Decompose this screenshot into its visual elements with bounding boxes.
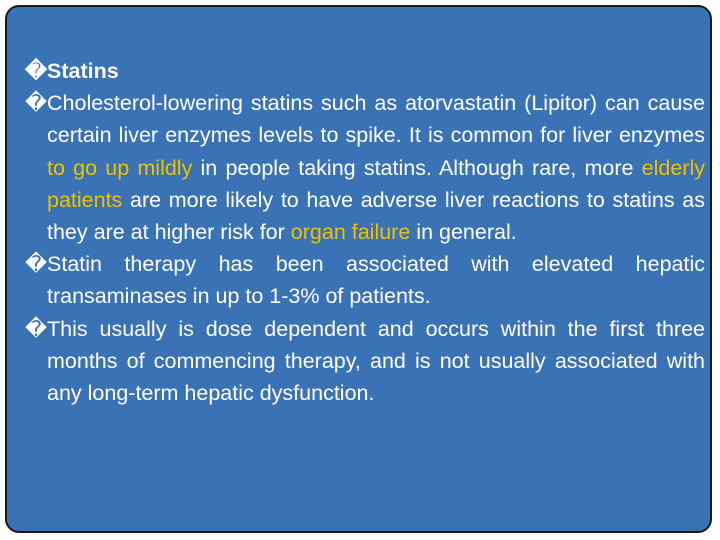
bullet-glyph: � bbox=[25, 252, 48, 277]
heading-row bbox=[25, 55, 705, 87]
bullet-glyph: � bbox=[25, 91, 48, 116]
slide-panel bbox=[5, 5, 712, 533]
paragraph-2 bbox=[25, 248, 705, 312]
paragraph-3 bbox=[25, 313, 705, 410]
highlighted-text: organ failure bbox=[290, 220, 411, 245]
text-segment: Statin therapy has been associated with elevated hepatic transaminases in up to 1-3% of patients. bbox=[47, 252, 705, 309]
bullet-glyph: � bbox=[25, 59, 48, 83]
slide-heading: Statins bbox=[47, 59, 119, 83]
paragraph-text bbox=[47, 248, 705, 312]
paragraph-text bbox=[47, 313, 705, 410]
highlighted-text: to go up mildly bbox=[47, 155, 193, 180]
bullet-glyph: � bbox=[25, 316, 48, 341]
text-segment: Cholesterol-lowering statins such as atorvastatin (Lipitor) can cause certain liver enzymes levels to spike. It is common for liver enzymes bbox=[47, 91, 705, 148]
text-segment: in people taking statins. Although rare, more bbox=[192, 155, 642, 180]
highlighted-text: elderly patients bbox=[47, 155, 705, 212]
paragraph-text bbox=[47, 87, 705, 248]
paragraph-1 bbox=[25, 87, 705, 248]
text-segment: This usually is dose dependent and occurs within the first three months of commencing therapy, and is not usually associated with any long-term hepatic dysfunction. bbox=[47, 316, 705, 406]
text-segment: are more likely to have adverse liver reactions to statins as they are at higher risk for bbox=[47, 187, 705, 245]
text-segment: in general. bbox=[410, 220, 517, 245]
slide-content bbox=[25, 55, 705, 409]
